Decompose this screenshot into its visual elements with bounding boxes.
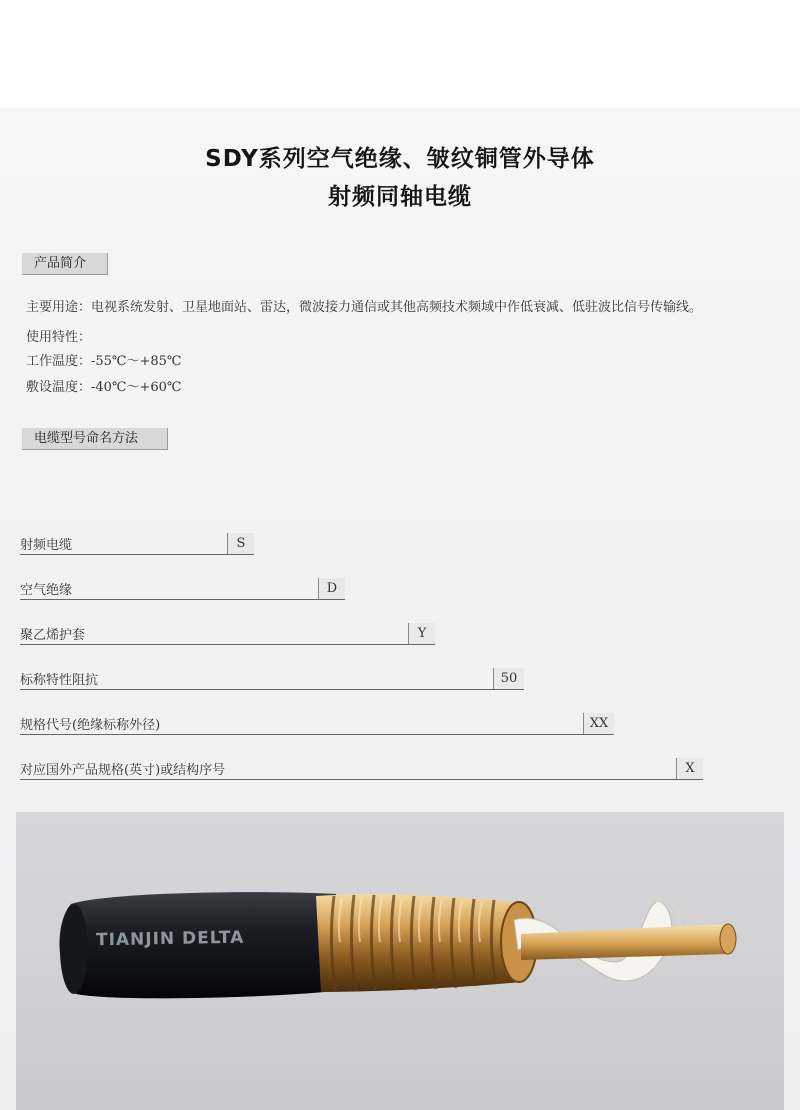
leader-line bbox=[20, 779, 703, 780]
inner-conductor-end bbox=[720, 924, 736, 954]
laying-temperature: 敷设温度：-40℃～+60℃ bbox=[26, 380, 182, 395]
leader-line bbox=[20, 599, 345, 600]
naming-row-size-code bbox=[20, 713, 614, 735]
leader-line bbox=[20, 689, 524, 690]
usage-text: 主要用途：电视系统发射、卫星地面站、雷达，微波接力通信或其他高频技术频域中作低衰减、低驻波比信号传输线。 bbox=[26, 300, 703, 315]
naming-row-code: 50 bbox=[493, 668, 524, 690]
cable-product-photo bbox=[16, 812, 784, 1110]
leader-line bbox=[20, 554, 254, 555]
naming-row-code: S bbox=[227, 533, 254, 555]
naming-row-label: 聚乙烯护套 bbox=[20, 628, 86, 643]
naming-row-label: 标称特性阻抗 bbox=[20, 673, 99, 688]
naming-row-impedance bbox=[20, 668, 524, 690]
naming-row-label: 射频电缆 bbox=[20, 538, 73, 553]
naming-row-pe-sheath bbox=[20, 623, 435, 645]
leader-line bbox=[20, 734, 614, 735]
naming-row-foreign-spec bbox=[20, 758, 703, 780]
naming-row-code: Y bbox=[408, 623, 435, 645]
naming-row-label: 空气绝缘 bbox=[20, 583, 73, 598]
naming-row-air-insulation bbox=[20, 578, 345, 600]
naming-row-code: X bbox=[676, 758, 703, 780]
naming-row-code: XX bbox=[583, 713, 614, 735]
section-heading-intro: 产品简介 bbox=[22, 253, 108, 275]
features-label: 使用特性： bbox=[26, 330, 92, 345]
section-heading-naming: 电缆型号命名方法 bbox=[22, 428, 168, 450]
cable-illustration bbox=[16, 812, 784, 1110]
jacket-end bbox=[60, 904, 88, 994]
naming-row-code: D bbox=[318, 578, 345, 600]
naming-row-label: 规格代号(绝缘标称外径) bbox=[20, 718, 161, 733]
document-title-line2: 射频同轴电缆 bbox=[328, 184, 472, 210]
leader-line bbox=[20, 644, 435, 645]
naming-row-rf-cable bbox=[20, 533, 254, 555]
naming-row-label: 对应国外产品规格(英寸)或结构序号 bbox=[20, 763, 226, 778]
cable-brand-text: TIANJIN DELTA bbox=[95, 927, 245, 951]
working-temperature: 工作温度：-55℃～+85℃ bbox=[26, 354, 182, 369]
document-title-line1: SDY系列空气绝缘、皱纹铜管外导体 bbox=[205, 146, 595, 172]
